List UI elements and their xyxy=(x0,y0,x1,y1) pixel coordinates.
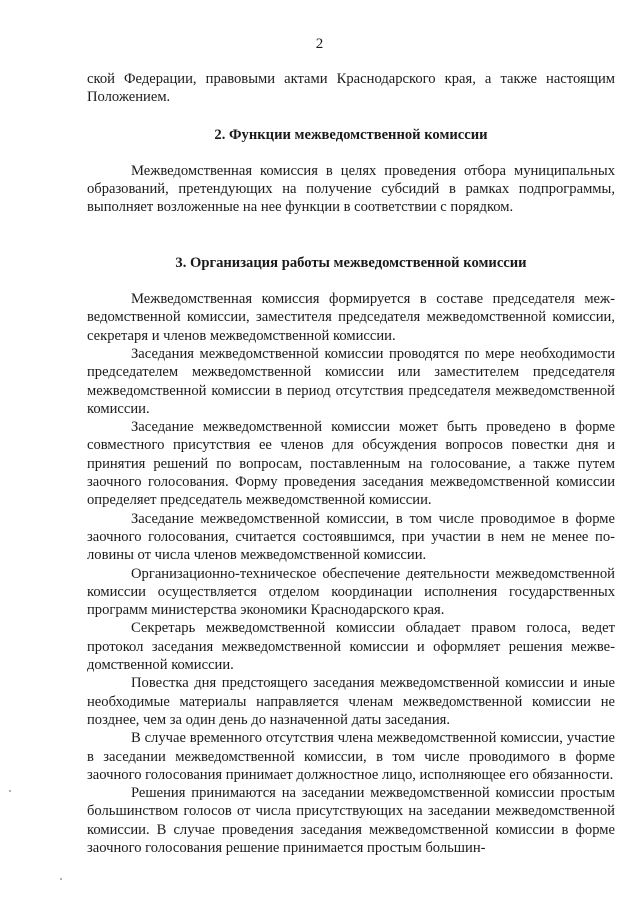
scan-speck xyxy=(60,878,62,880)
page-number: 2 xyxy=(315,36,324,52)
document-body xyxy=(87,70,615,857)
section-3-paragraph: Заседания межведомственной комиссии проводятся по мере необходимости председателем межведомственной комиссии или заместителем председателя межведомственной комиссии в период отсутствия председателя межведомственной комиссии. xyxy=(87,345,615,417)
section-3-paragraph: Межведомственная комиссия формируется в составе председателя межведомственной комиссии, заместителя председателя межведомственной комиссии, секретаря и членов межведомственной комиссии. xyxy=(87,291,615,344)
section-3-paragraph: Заседание межведомственной комиссии, в том числе проводимое в форме заочного голосования, считается состоявшимся, при участии в нем не менее половины от числа членов межведомственной комиссии. xyxy=(87,510,615,564)
scan-speck xyxy=(9,790,11,792)
section-3-heading: 3. Организация работы межведомственной комиссии xyxy=(175,254,527,271)
section-2-heading: 2. Функции межведомственной комиссии xyxy=(214,126,488,143)
intro-paragraph: ской Федерации, правовыми актами Краснодарского края, а также настоящим Положением. xyxy=(87,71,615,106)
section-3-paragraph: Заседание межведомственной комиссии может быть проведено в форме совместного присутствия ее членов для обсуждения вопросов повестки дня и принятия решений по вопросам, поставленным на голосование, а также путем заочного голосования. Форму проведения заседания межведомственной комиссии определяет председатель межведомственной комиссии. xyxy=(87,419,615,509)
section-2-paragraph: Межведомственная комиссия в целях проведения отбора муниципальных образований, претендующих на получение субсидий в рамках подпрограммы, выполняет возложенные на нее функции в соответствии с порядком. xyxy=(87,162,615,216)
section-3-paragraph: Решения принимаются на заседании межведомственной комиссии простым большинством голосов от числа присутствующих на заседании межведомственной комиссии. В случае проведения заседания межведомственной комиссии в форме заочного голосования решение принимается простым большин- xyxy=(87,785,615,856)
section-3-paragraph: Повестка дня предстоящего заседания межведомственной комиссии и иные необходимые материалы направляется членам межведомственной комиссии не позднее, чем за один день до назначенной даты заседания. xyxy=(87,675,615,728)
section-3-paragraph: Организационно-техническое обеспечение деятельности межведомственной комиссии осуществляется отделом координации исполнения государственных программ министерства экономики Краснодарского края. xyxy=(87,565,615,619)
section-3-paragraph: В случае временного отсутствия члена межведомственной комиссии, участие в заседании межведомственной комиссии, в том числе проводимого в форме заочного голосования принимает должностное лицо, исполняющее его обязанности. xyxy=(87,730,615,783)
section-3-paragraph: Секретарь межведомственной комиссии обладает правом голоса, ведет протокол заседания межведомственной комиссии и оформляет решения межведомственной комиссии. xyxy=(87,620,615,674)
